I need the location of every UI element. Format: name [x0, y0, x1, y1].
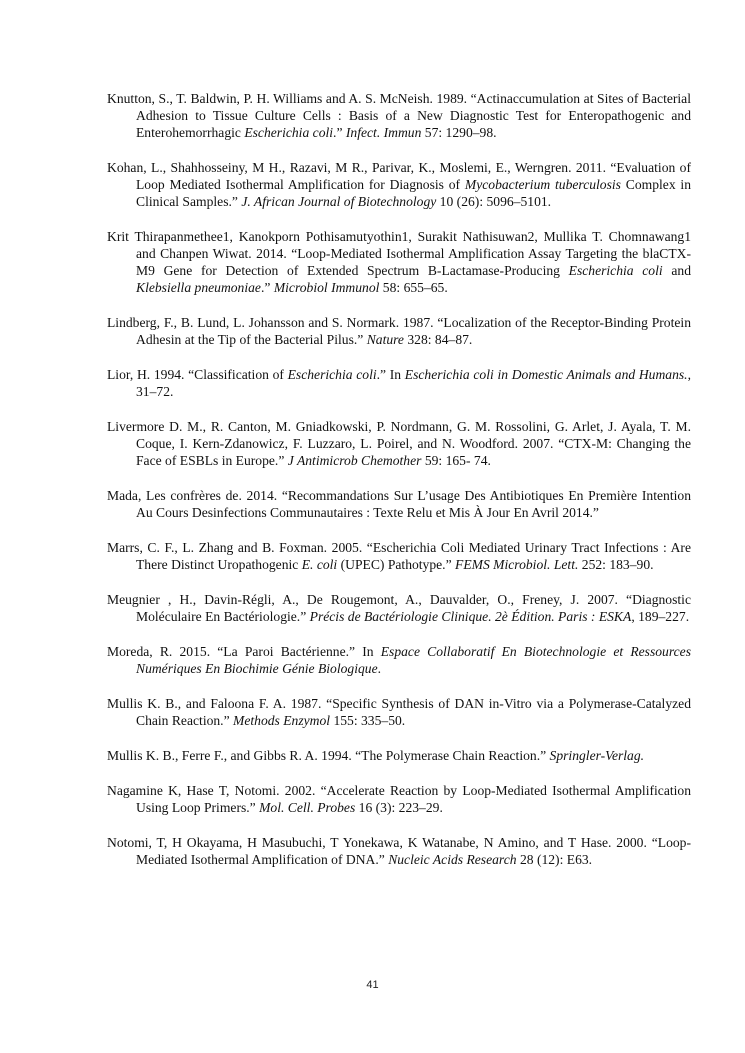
reference-text: and: [662, 263, 691, 278]
reference-text: 252: 183–90.: [578, 557, 654, 572]
reference-text: Meugnier , H., Davin-Régli, A., De Rougemont, A., Dauvalder, O., Freney, J. 2007. “Diagnostic Moléculaire En Bactériologie.”: [107, 592, 691, 624]
reference-text: 10 (26): 5096–5101.: [436, 194, 552, 209]
reference-text: Complex in Clinical Samples.”: [136, 177, 692, 209]
reference-text: Kohan, L., Shahhosseiny, M H., Razavi, M R., Parivar, K., Moslemi, E., Werngren. 2011. “Evaluation of Loop Mediated Isothermal Amplification for Diagnosis of: [107, 160, 691, 192]
reference-list: [107, 90, 691, 886]
reference-italic-text: Précis de Bactériologie Clinique. 2è Édition. Paris : ESKA: [309, 609, 632, 624]
reference-entry: [107, 747, 691, 764]
reference-italic-text: Escherichia coli: [287, 367, 377, 382]
reference-entry: [107, 695, 691, 729]
reference-italic-text: Espace Collaboratif En Biotechnologie et Ressources Numériques En Biochimie Génie Biologique: [136, 644, 691, 676]
reference-text: 16 (3): 223–29.: [355, 800, 443, 815]
reference-entry: [107, 782, 691, 816]
reference-text: 57: 1290–98.: [421, 125, 497, 140]
reference-text: Lior, H. 1994. “Classification of: [107, 367, 288, 382]
reference-text: , 189–227.: [631, 609, 690, 624]
reference-italic-text: Nucleic Acids Research: [388, 852, 517, 867]
reference-italic-text: Microbiol Immunol: [273, 280, 380, 295]
reference-text: Lindberg, F., B. Lund, L. Johansson and S. Normark. 1987. “Localization of the Receptor-Binding Protein Adhesin at the Tip of the Bacterial Pilus.”: [107, 315, 691, 347]
reference-italic-text: Nature: [366, 332, 404, 347]
reference-text: Mullis K. B., and Faloona F. A. 1987. “Specific Synthesis of DAN in-Vitro via a Polymerase-Catalyzed Chain Reaction.”: [107, 696, 691, 728]
reference-entry: [107, 314, 691, 348]
reference-italic-text: J. African Journal of Biotechnology: [241, 194, 437, 209]
reference-text: Marrs, C. F., L. Zhang and B. Foxman. 2005. “Escherichia Coli Mediated Urinary Tract Infections : Are There Distinct Uropathogenic: [107, 540, 691, 572]
reference-text: Mullis K. B., Ferre F., and Gibbs R. A. 1994. “The Polymerase Chain Reaction.”: [107, 748, 550, 763]
reference-entry: [107, 487, 691, 521]
reference-italic-text: Springler-Verlag.: [549, 748, 645, 763]
reference-italic-text: Escherichia coli: [568, 263, 663, 278]
reference-italic-text: Mycobacterium tuberculosis: [464, 177, 621, 192]
reference-text: .”: [333, 125, 346, 140]
reference-italic-text: Escherichia coli: [244, 125, 334, 140]
reference-text: 328: 84–87.: [403, 332, 473, 347]
reference-italic-text: Mol. Cell. Probes: [259, 800, 356, 815]
reference-text: 58: 655–65.: [379, 280, 448, 295]
reference-text: Knutton, S., T. Baldwin, P. H. Williams and A. S. McNeish. 1989. “Actinaccumulation at Sites of Bacterial Adhesion to Tissue Culture Cells : Basis of a New Diagnostic Test for Enteropathogenic and Enterohemorrhagic: [107, 91, 691, 140]
reference-text: 155: 335–50.: [330, 713, 406, 728]
reference-italic-text: Escherichia coli in Domestic Animals and Humans.: [404, 367, 688, 382]
reference-italic-text: FEMS Microbiol. Lett.: [455, 557, 579, 572]
reference-entry: [107, 591, 691, 625]
reference-text: Notomi, T, H Okayama, H Masubuchi, T Yonekawa, K Watanabe, N Amino, and T Hase. 2000. “Loop-Mediated Isothermal Amplification of DNA.”: [107, 835, 691, 867]
reference-text: Krit Thirapanmethee1, Kanokporn Pothisamutyothin1, Surakit Nathisuwan2, Mullika T. Chomnawang1 and Chanpen Wiwat. 2014. “Loop-Mediated Isothermal Amplification Assay Targeting the blaCTX-M9 Gene for Detection of Extended Spectrum B-Lactamase-Producing: [107, 229, 691, 278]
reference-entry: [107, 834, 691, 868]
reference-italic-text: Methods Enzymol: [233, 713, 331, 728]
reference-text: 28 (12): E63.: [516, 852, 593, 867]
reference-text: 59: 165- 74.: [421, 453, 491, 468]
reference-text: .”: [260, 280, 274, 295]
reference-text: (UPEC) Pathotype.”: [337, 557, 456, 572]
reference-text: Livermore D. M., R. Canton, M. Gniadkowski, P. Nordmann, G. M. Rossolini, G. Arlet, J. Ayala, T. M. Coque, I. Kern-Zdanowicz, F. Luzzaro, L. Poirel, and N. Woodford. 2007. “CTX-M: Changing the Face of ESBLs in Europe.”: [107, 419, 691, 468]
reference-entry: [107, 539, 691, 573]
reference-text: Moreda, R. 2015. “La Paroi Bactérienne.” In: [107, 644, 381, 659]
reference-italic-text: J Antimicrob Chemother: [287, 453, 422, 468]
reference-italic-text: Klebsiella pneumoniae: [136, 280, 261, 295]
reference-entry: [107, 643, 691, 677]
reference-entry: [107, 366, 691, 400]
reference-italic-text: E. coli: [301, 557, 338, 572]
reference-italic-text: Infect. Immun: [345, 125, 422, 140]
reference-text: , 31–72.: [136, 367, 691, 399]
reference-text: Nagamine K, Hase T, Notomi. 2002. “Accelerate Reaction by Loop-Mediated Isothermal Amplification Using Loop Primers.”: [107, 783, 691, 815]
reference-entry: [107, 228, 691, 296]
reference-text: .” In: [376, 367, 405, 382]
reference-text: .: [377, 661, 382, 676]
reference-entry: [107, 159, 691, 210]
page-number: 41: [366, 979, 379, 991]
reference-entry: [107, 418, 691, 469]
reference-entry: [107, 90, 691, 141]
reference-text: Mada, Les confrères de. 2014. “Recommandations Sur L’usage Des Antibiotiques En Première Intention Au Cours Desinfections Communautaires : Texte Relu et Mis À Jour En Avril 2014.”: [107, 488, 691, 520]
